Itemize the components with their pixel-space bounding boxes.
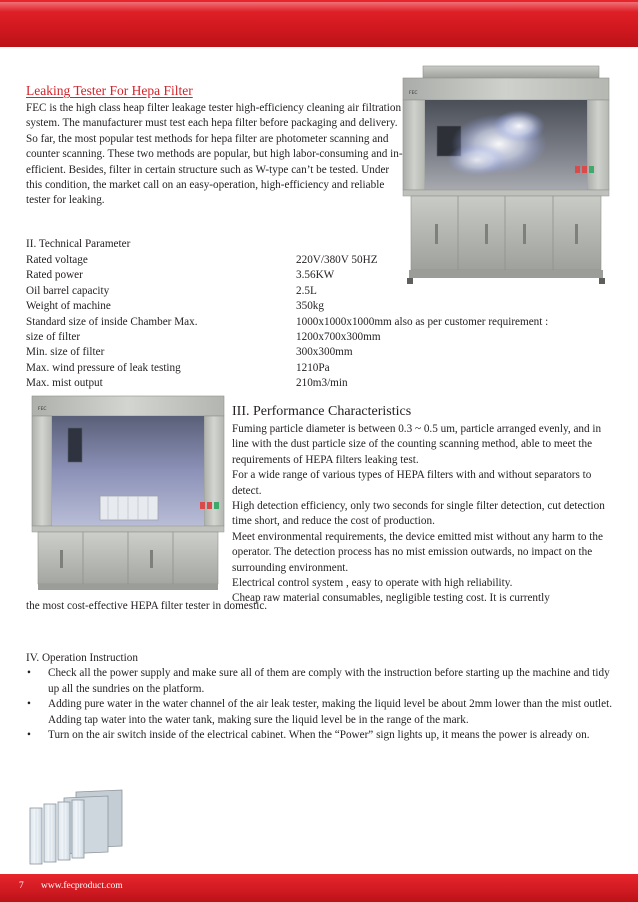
list-item-text: Adding pure water in the water channel of the air leak tester, making the liquid level be about 2mm lower than the mist outlet. Adding tap water into the water tank, making sure the liquid level be in the range of the mark. — [48, 698, 613, 726]
param-row — [26, 253, 616, 268]
performance-body: Fuming particle diameter is between 0.3 ~ 0.5 um, particle arranged evenly, and in line with the dust particle size of the counting scanning method, able to meet the requirements of HEPA filters leaking test. For a wide range of various types of HEPA filters with and without separators to detect. High detection efficiency, only two seconds for single filter detection, cut detection time short, and reduce the cost of production. Meet environmental requirements, the device emitted mist without any harm to the operator. The detection process has no mist emission outwards, no impact on the surrounding environment. Electrical control system , easy to operate with high reliability. Cheap raw material consumables, negligible testing cost. It is currently — [232, 423, 605, 605]
param-label: Rated voltage — [26, 254, 88, 266]
param-label: size of filter — [26, 330, 81, 343]
bullet-icon: • — [27, 698, 31, 711]
leak-tester-photo-mid — [28, 392, 228, 594]
machine-label: FEC — [409, 91, 418, 96]
param-value: 350kg — [296, 300, 324, 313]
param-row — [26, 315, 616, 330]
param-value: 2.5L — [296, 284, 317, 297]
param-label: Standard size of inside Chamber Max. — [26, 315, 198, 328]
operation-list — [26, 666, 616, 744]
list-item — [26, 697, 616, 728]
param-row — [26, 268, 616, 283]
list-item-text: Check all the power supply and make sure all of them are comply with the instruction before starting up the machine and tidy up all the sundries on the platform. — [48, 667, 610, 695]
param-label: Max. mist output — [26, 377, 103, 390]
param-row — [26, 299, 616, 314]
param-value: 3.56KW — [296, 269, 335, 282]
param-value: 1200x700x300mm — [296, 330, 381, 343]
param-value: 220V/380V 50HZ — [296, 254, 378, 266]
param-row — [26, 376, 616, 391]
performance-last-line: the most cost-effective HEPA filter tester in domestic. — [26, 600, 268, 612]
param-value: 210m3/min — [296, 377, 348, 390]
list-item — [26, 728, 616, 744]
performance-heading: III. Performance Characteristics — [232, 404, 412, 419]
param-value: 300x300mm — [296, 346, 353, 359]
param-row — [26, 361, 616, 376]
website-link[interactable]: www.fecproduct.com — [41, 881, 123, 891]
bullet-icon: • — [27, 729, 31, 742]
operation-heading: IV. Operation Instruction — [26, 652, 138, 664]
tech-parameter-table — [26, 253, 616, 392]
param-label: Rated power — [26, 269, 83, 282]
param-value: 1210Pa — [296, 361, 330, 374]
bullet-icon: • — [27, 667, 31, 679]
param-row — [26, 330, 616, 345]
param-row — [26, 345, 616, 360]
param-label: Min. size of filter — [26, 346, 105, 359]
machine-label: FEC — [38, 407, 47, 412]
page-title: Leaking Tester For Hepa Filter — [26, 83, 193, 98]
hepa-filter-photo — [24, 786, 128, 870]
list-item-text: Turn on the air switch inside of the electrical cabinet. When the “Power” sign lights up, it means the power is already on. — [48, 729, 590, 742]
param-label: Max. wind pressure of leak testing — [26, 361, 181, 374]
param-row — [26, 284, 616, 299]
list-item — [26, 666, 616, 697]
tech-heading: II. Technical Parameter — [26, 238, 131, 250]
param-label: Oil barrel capacity — [26, 284, 110, 297]
intro-paragraph: FEC is the high class heap filter leakage tester high-efficiency cleaning air filtration system. The manufacturer must test each hepa filter before packaging and delivery. So far, the most popular test methods for hepa filter are photometer scanning and counter scanning. These two methods are popular, but high labor-consuming and in-efficient. Besides, filter in certain structure such as W-type can’t be tested. Under this condition, the market call on an easy-operation, high-efficiency and reliable tester for leaking. — [26, 102, 403, 207]
param-value: 1000x1000x1000mm also as per customer requirement : — [296, 315, 549, 328]
page-number: 7 — [19, 881, 24, 891]
header-band — [0, 0, 638, 47]
param-label: Weight of machine — [26, 300, 111, 313]
